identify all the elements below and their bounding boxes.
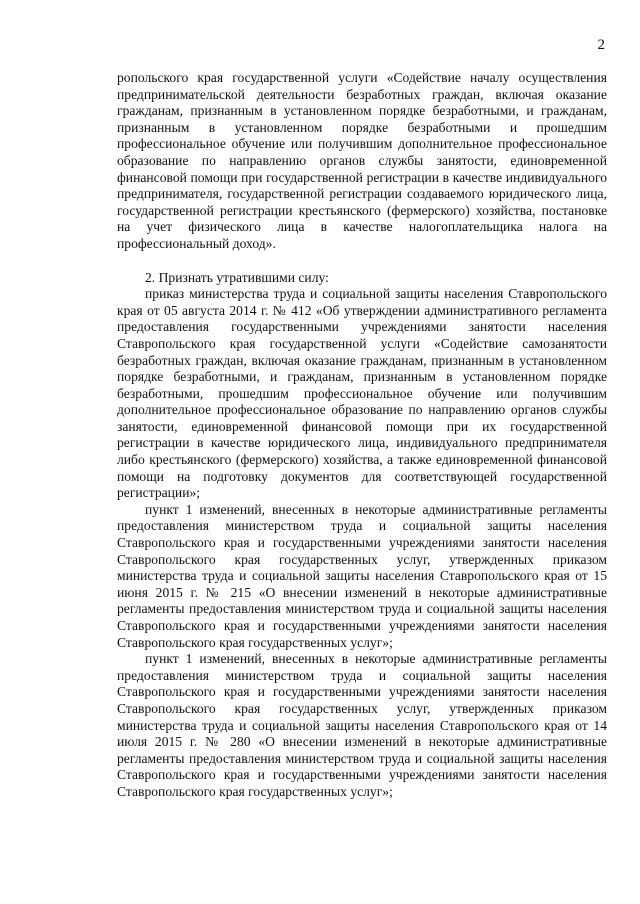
paragraph-repealed-order-280: пункт 1 изменений, внесенных в некоторые административные регламенты предоставления министерством труда и социальной защиты населения Ставропольского края и государственными учреждениями занятости населения Ставропольского края государственных услуг, утвержденных приказом министерства труда и социальной защиты населения Ставропольского края от 14 июля 2015 г. № 280 «О внесении изменений в некоторые административные регламенты предоставления министерством труда и социальной защиты населения Ставропольского края и государственными учреждениями занятости населения Ставропольского края государственных услуг»; xyxy=(117,651,607,799)
paragraph-repealed-order-215: пункт 1 изменений, внесенных в некоторые административные регламенты предоставления министерством труда и социальной защиты населения Ставропольского края и государственными учреждениями занятости населения Ставропольского края государственных услуг, утвержденных приказом министерства труда и социальной защиты населения Ставропольского края от 15 июня 2015 г. № 215 «О внесении изменений в некоторые административные регламенты предоставления министерством труда и социальной защиты населения Ставропольского края и государственными учреждениями занятости населения Ставропольского края государственных услуг»; xyxy=(117,501,607,650)
paragraph-gap xyxy=(117,253,607,270)
paragraph-item-2-heading: 2. Признать утратившими силу: xyxy=(145,269,329,285)
paragraph-continuation: ропольского края государственной услуги «Содействие началу осуществления предпринимательской деятельности безработных граждан, включая оказание гражданам, признанным в установленном порядке безработными, и гражданам, признанным в установленном порядке безработными и прошедшим профессиональное обучение или получившим дополнительное профессиональное образование по направлению органов службы занятости, единовременной финансовой помощи при государственной регистрации в качестве индивидуального предпринимателя, государственной регистрации создаваемого юридического лица, государственной регистрации крестьянского (фермерского) хозяйства, постановке на учет физического лица в качестве налогоплательщика налога на профессиональный доход». xyxy=(117,70,607,251)
document-body xyxy=(117,70,607,801)
paragraph-repealed-order-412: приказ министерства труда и социальной защиты населения Ставропольского края от 05 августа 2014 г. № 412 «Об утверждении административного регламента предоставления государственными учреждениями занятости населения Ставропольского края государственной услуги «Содействие самозанятости безработных граждан, включая оказание гражданам, признанным в установленном порядке безработными, и гражданам, признанным в установленном порядке безработными, прошедшим профессиональное обучение или получившим дополнительное профессиональное образование по направлению органов службы занятости, единовременной финансовой помощи при их государственной регистрации в качестве юридического лица, индивидуального предпринимателя либо крестьянского (фермерского) хозяйства, а также единовременной финансовой помощи на подготовку документов для соответствующей государственной регистрации»; xyxy=(117,286,607,501)
page-number: 2 xyxy=(597,37,605,53)
